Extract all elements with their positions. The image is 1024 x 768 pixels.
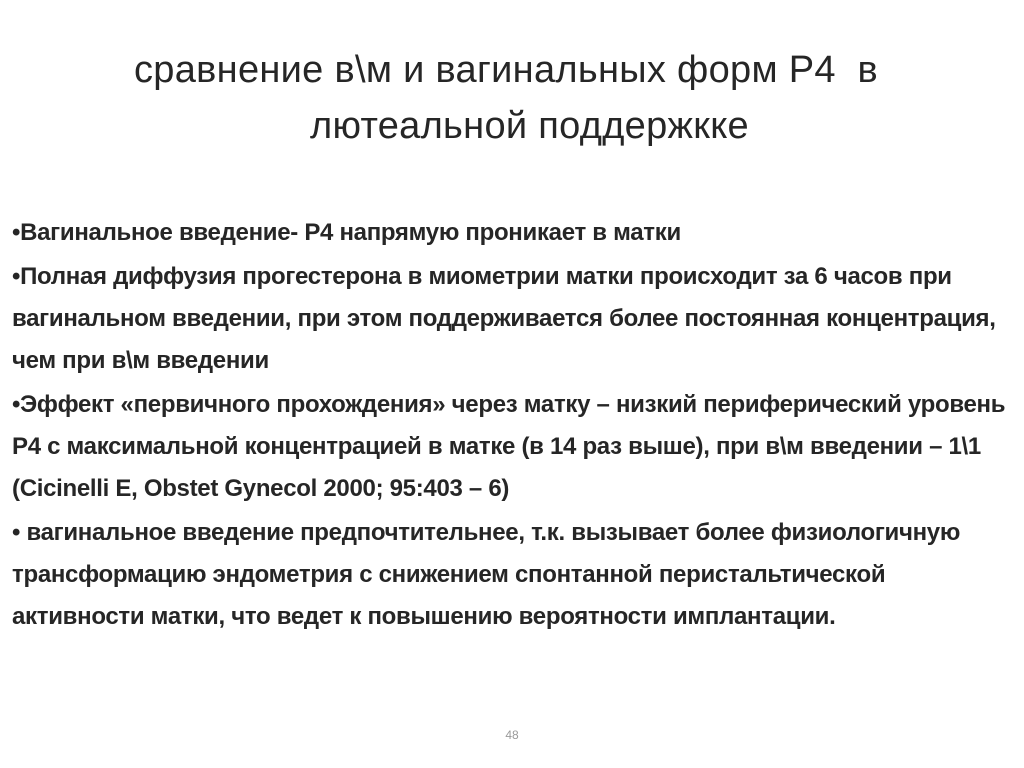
- slide-title: [0, 42, 1024, 152]
- bullet-item-vaginal-route: •Вагинальное введение- Р4 напрямую проникает в матки: [12, 219, 681, 246]
- bullet-list: [12, 212, 1017, 640]
- slide-title-line-2: лютеальной поддержкке: [310, 105, 749, 147]
- bullet-item-first-pass-effect: •Эффект «первичного прохождения» через матку – низкий периферический уровень Р4 с максимальной концентрацией в матке (в 14 раз выше), при в\м введении – 1\1 (Cicinelli E, Obstet Gynecol 2000; 95:403 – 6): [12, 391, 1006, 502]
- page-number: 48: [505, 728, 519, 742]
- bullet-item-preference: • вагинальное введение предпочтительнее, т.к. вызывает более физиологичную трансформацию эндометрия с снижением спонтанной перистальтической активности матки, что ведет к повышению вероятности имплантации.: [12, 519, 961, 630]
- slide-title-line-1: сравнение в\м и вагинальных форм Р4 в: [134, 49, 879, 91]
- bullet-item-diffusion: •Полная диффузия прогестерона в миометрии матки происходит за 6 часов при вагинальном введении, при этом поддерживается более постоянная концентрация, чем при в\м введении: [12, 263, 996, 374]
